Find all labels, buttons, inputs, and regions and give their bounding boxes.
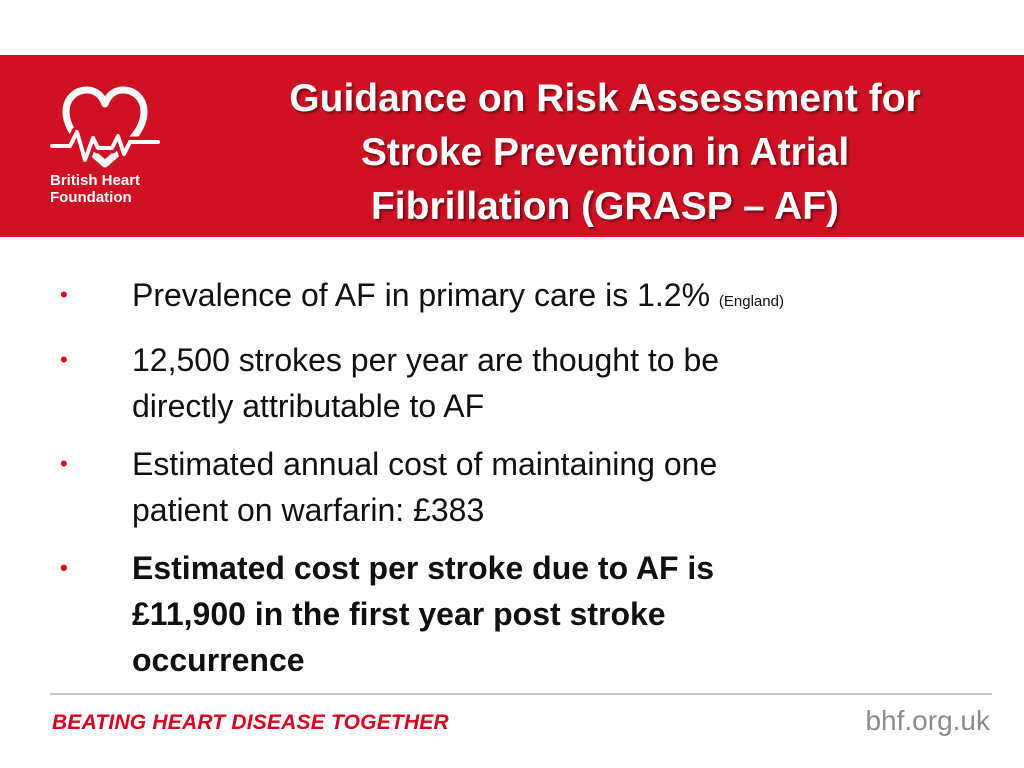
bullet-text-line-1: Estimated annual cost of maintaining one <box>132 446 718 482</box>
bullet-text-line-3: occurrence <box>132 642 305 678</box>
bullet-list <box>60 272 990 695</box>
slide-title <box>220 72 990 234</box>
footer-divider <box>50 693 992 695</box>
footer-tagline: BEATING HEART DISEASE TOGETHER <box>52 711 449 734</box>
bullet-text-line-1: 12,500 strokes per year are thought to be <box>132 342 720 378</box>
title-line-3: Fibrillation (GRASP – AF) <box>370 185 840 228</box>
bullet-text-line-2: patient on warfarin: £383 <box>132 492 485 528</box>
bhf-logo <box>50 82 170 206</box>
bullet-item <box>60 545 990 683</box>
bullet-item <box>60 272 990 325</box>
bullet-dot: • <box>60 451 68 476</box>
bullet-text-line-1: Estimated cost per stroke due to AF is <box>132 550 715 586</box>
title-line-1: Guidance on Risk Assessment for <box>289 77 921 120</box>
title-line-2: Stroke Prevention in Atrial <box>360 131 850 174</box>
bullet-dot: • <box>60 347 68 372</box>
bullet-dot: • <box>60 555 68 580</box>
bullet-text: Prevalence of AF in primary care is 1.2% <box>132 277 711 313</box>
heart-pulse-icon <box>50 82 160 168</box>
footer-url[interactable]: bhf.org.uk <box>865 705 990 736</box>
logo-line-2: Foundation <box>50 189 132 206</box>
logo-line-1: British Heart <box>50 172 141 189</box>
bullet-text-line-2: £11,900 in the first year post stroke <box>132 596 666 632</box>
bullet-dot: • <box>60 282 68 307</box>
bullet-item <box>60 441 990 533</box>
bullet-text-line-2: directly attributable to AF <box>132 388 485 424</box>
bullet-note: (England) <box>718 293 784 310</box>
bullet-item <box>60 337 990 429</box>
